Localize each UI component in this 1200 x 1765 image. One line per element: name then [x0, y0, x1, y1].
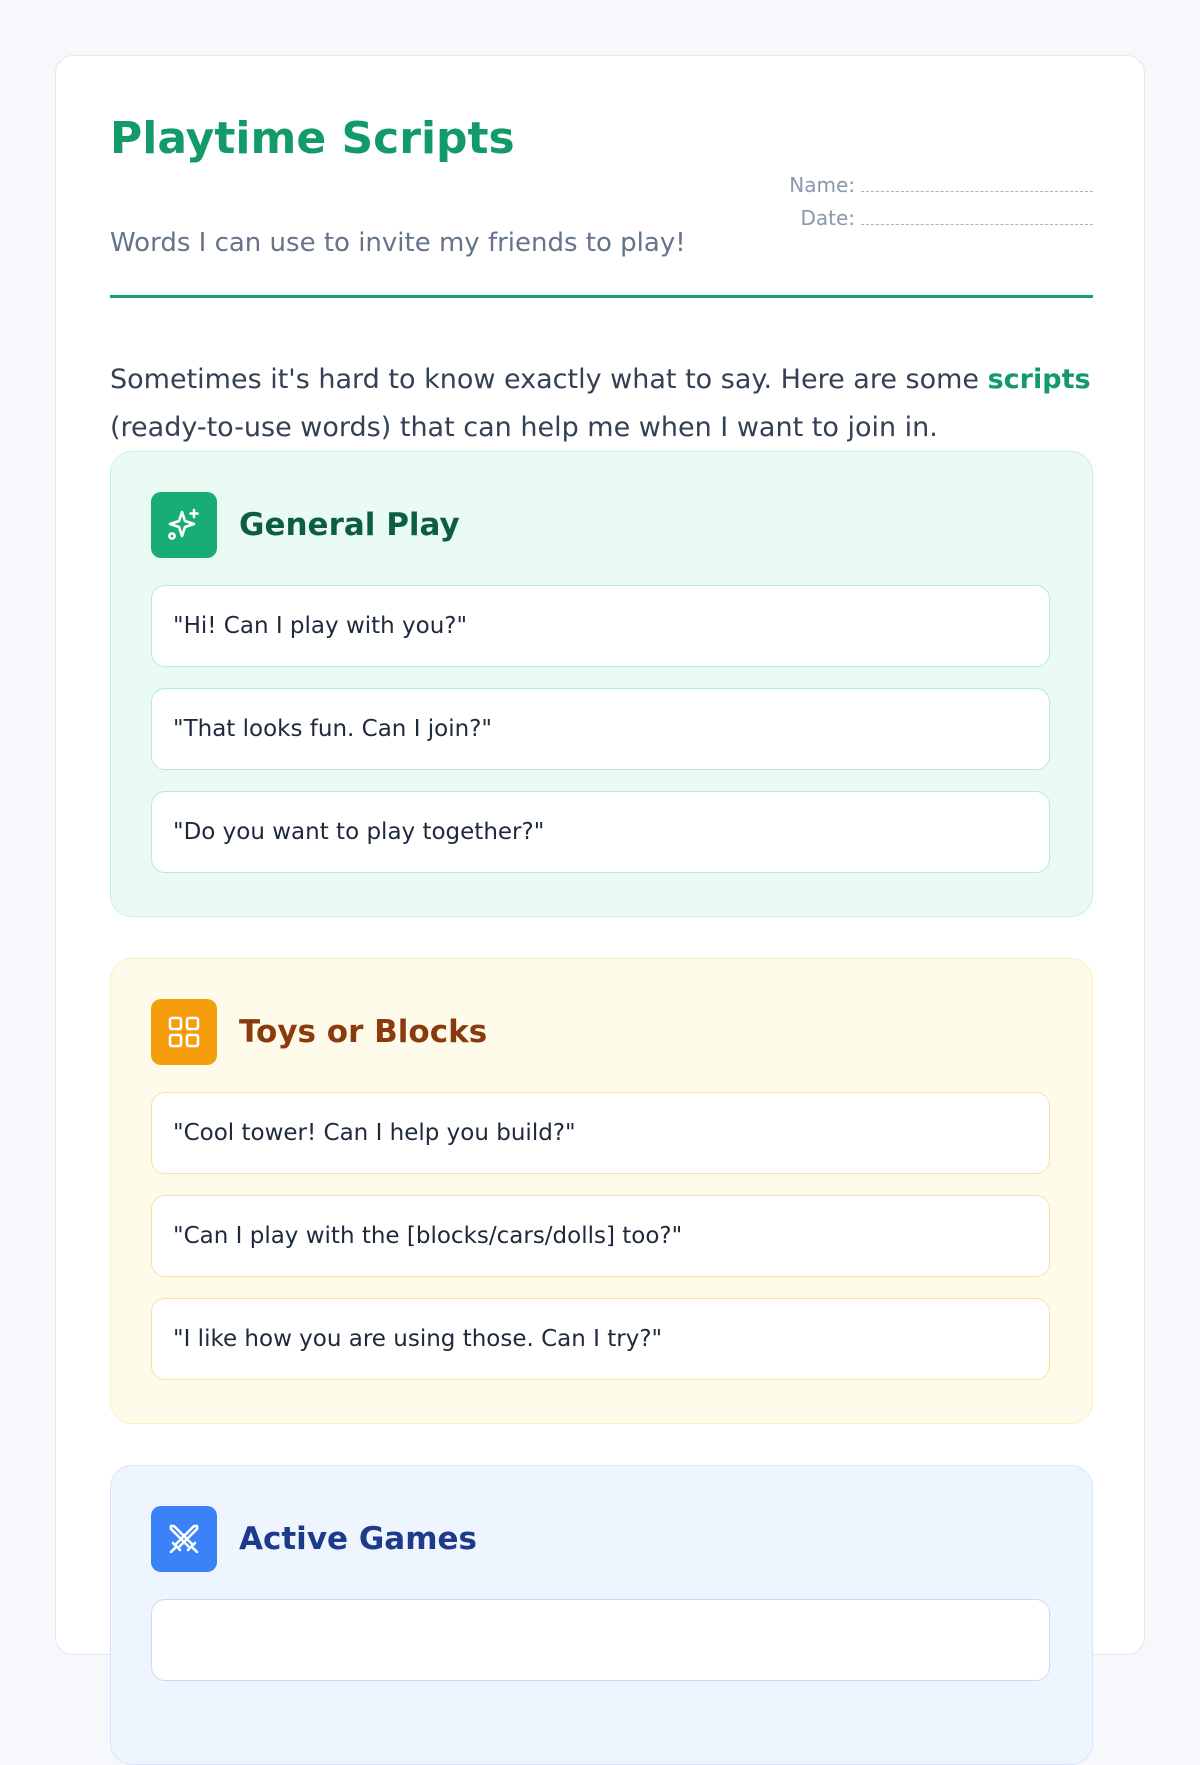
name-blank-line[interactable]: [861, 190, 1093, 192]
script-card[interactable]: "Can I play with the [blocks/cars/dolls] too?": [151, 1195, 1050, 1277]
script-list: [151, 585, 1050, 894]
section-title: Active Games: [239, 1521, 477, 1557]
script-card[interactable]: "Cool tower! Can I help you build?": [151, 1092, 1050, 1174]
section-title: General Play: [239, 507, 460, 543]
script-card[interactable]: "Do you want to play together?": [151, 791, 1050, 873]
date-field[interactable]: [773, 197, 1093, 230]
name-label: Name:: [789, 173, 855, 197]
grid-icon: [151, 999, 217, 1065]
script-card[interactable]: "Hi! Can I play with you?": [151, 585, 1050, 667]
section-title: Toys or Blocks: [239, 1014, 488, 1050]
intro-paragraph: [110, 356, 1100, 452]
sparkles-icon: [151, 492, 217, 558]
page-title: Playtime Scripts: [110, 113, 515, 164]
crossed-swords-icon: [151, 1506, 217, 1572]
section-header: [151, 999, 487, 1065]
script-list: [151, 1092, 1050, 1401]
intro-text-start: Sometimes it's hard to know exactly what to say. Here are some: [110, 364, 988, 395]
script-card[interactable]: "I like how you are using those. Can I try?": [151, 1298, 1050, 1380]
name-field[interactable]: [773, 164, 1093, 197]
script-card[interactable]: [151, 1599, 1050, 1681]
section-header: [151, 492, 460, 558]
name-date-fields: [773, 164, 1093, 230]
script-card[interactable]: "That looks fun. Can I join?": [151, 688, 1050, 770]
section-header: [151, 1506, 477, 1572]
worksheet-header: [110, 106, 1093, 298]
worksheet-page: [55, 55, 1145, 1655]
section-toys-or-blocks: [110, 958, 1093, 1424]
section-general-play: [110, 451, 1093, 917]
section-active-games: [110, 1465, 1093, 1765]
intro-keyword: scripts: [987, 364, 1091, 395]
page-subtitle: Words I can use to invite my friends to play!: [110, 228, 686, 258]
intro-text-end: (ready-to-use words) that can help me when I want to join in.: [110, 412, 938, 443]
date-label: Date:: [800, 206, 855, 230]
script-list: [151, 1599, 1050, 1702]
date-blank-line[interactable]: [861, 223, 1093, 225]
